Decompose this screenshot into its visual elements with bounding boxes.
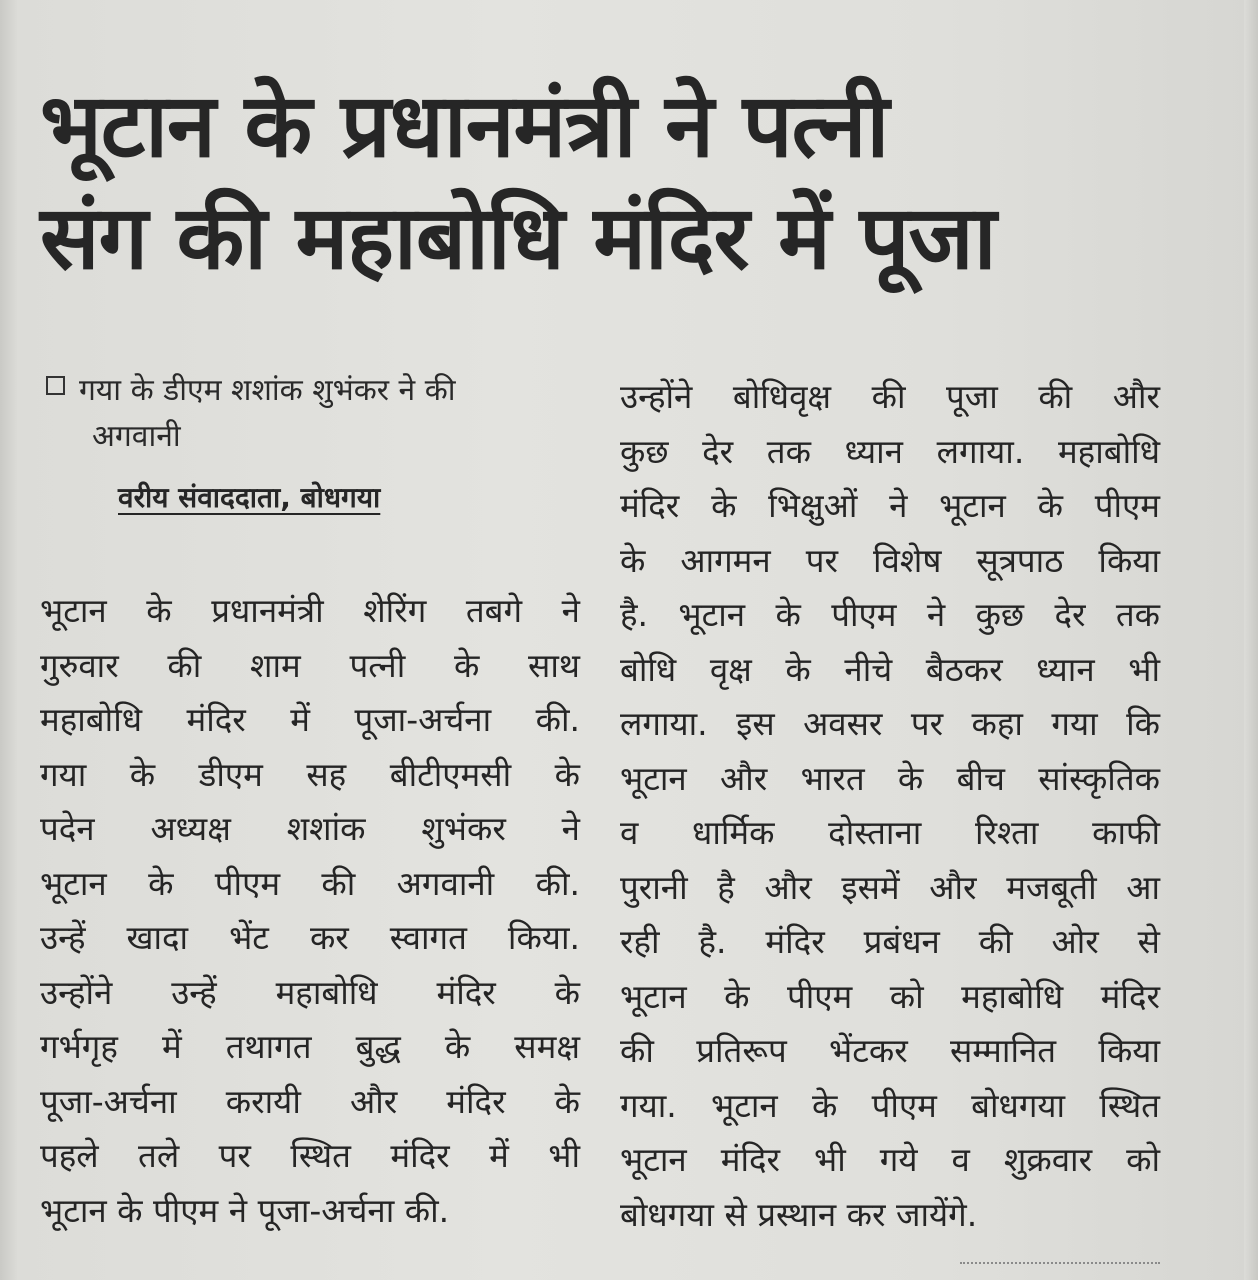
subheadline-line: अगवानी — [92, 419, 181, 454]
text-line: भूटान और भारत के बीच सांस्कृतिक — [620, 758, 1160, 798]
text-line: उन्होंने बोधिवृक्ष की पूजा की और — [620, 377, 1160, 416]
text-line: भूटान के पीएम की अगवानी की. — [40, 863, 580, 903]
text-line: रही है. मंदिर प्रबंधन की ओर से — [620, 922, 1160, 961]
text-line: मंदिर के भिक्षुओं ने भूटान के पीएम — [620, 486, 1160, 525]
headline-line: संग की महाबोधि मंदिर में पूजा — [40, 186, 996, 289]
text-line: पुरानी है और इसमें और मजबूती आ — [620, 867, 1160, 907]
headline — [40, 70, 1200, 294]
text-line: भूटान के प्रधानमंत्री शेरिंग तबगे ने — [40, 591, 580, 630]
text-line: बोधगया से प्रस्थान कर जायेंगे. — [620, 1194, 978, 1234]
text-line: भूटान के पीएम ने पूजा-अर्चना की. — [40, 1190, 450, 1230]
text-line: गुरुवार की शाम पत्नी के साथ — [40, 645, 580, 685]
text-line: भूटान मंदिर भी गये व शुक्रवार को — [620, 1140, 1160, 1179]
text-line: लगाया. इस अवसर पर कहा गया कि — [620, 704, 1160, 743]
text-line: पूजा-अर्चना करायी और मंदिर के — [40, 1081, 580, 1121]
article-column-right — [620, 370, 1160, 1242]
text-line: भूटान के पीएम को महाबोधि मंदिर — [620, 976, 1160, 1016]
text-line: पदेन अध्यक्ष शशांक शुभंकर ने — [40, 809, 580, 848]
article-column-left — [40, 584, 580, 1238]
page-edge-left — [0, 0, 18, 1280]
page-edge-right — [1244, 0, 1258, 1280]
text-line: महाबोधि मंदिर में पूजा-अर्चना की. — [40, 700, 580, 739]
bullet-box-icon — [46, 376, 65, 395]
text-line: गया के डीएम सह बीटीएमसी के — [40, 754, 580, 794]
byline: वरीय संवाददाता, बोधगया — [118, 481, 381, 514]
text-line: गर्भगृह में तथागत बुद्ध के समक्ष — [40, 1027, 580, 1066]
headline-line: भूटान के प्रधानमंत्री ने पत्नी — [40, 74, 889, 177]
text-line: कुछ देर तक ध्यान लगाया. महाबोधि — [620, 431, 1160, 471]
text-line: व धार्मिक दोस्ताना रिश्ता काफी — [620, 813, 1160, 852]
bottom-divider — [960, 1262, 1160, 1264]
subheadline-line: गया के डीएम शशांक शुभंकर ने की — [79, 373, 456, 408]
text-line: बोधि वृक्ष के नीचे बैठकर ध्यान भी — [620, 649, 1160, 689]
text-line: उन्होंने उन्हें महाबोधि मंदिर के — [40, 972, 580, 1012]
text-line: गया. भूटान के पीएम बोधगया स्थित — [620, 1085, 1160, 1125]
subheadline — [46, 368, 606, 460]
text-line: है. भूटान के पीएम ने कुछ देर तक — [620, 595, 1160, 634]
text-line: के आगमन पर विशेष सूत्रपाठ किया — [620, 540, 1160, 580]
text-line: की प्रतिरूप भेंटकर सम्मानित किया — [620, 1031, 1160, 1070]
text-line: उन्हें खादा भेंट कर स्वागत किया. — [40, 918, 580, 957]
text-line: पहले तले पर स्थित मंदिर में भी — [40, 1136, 580, 1175]
